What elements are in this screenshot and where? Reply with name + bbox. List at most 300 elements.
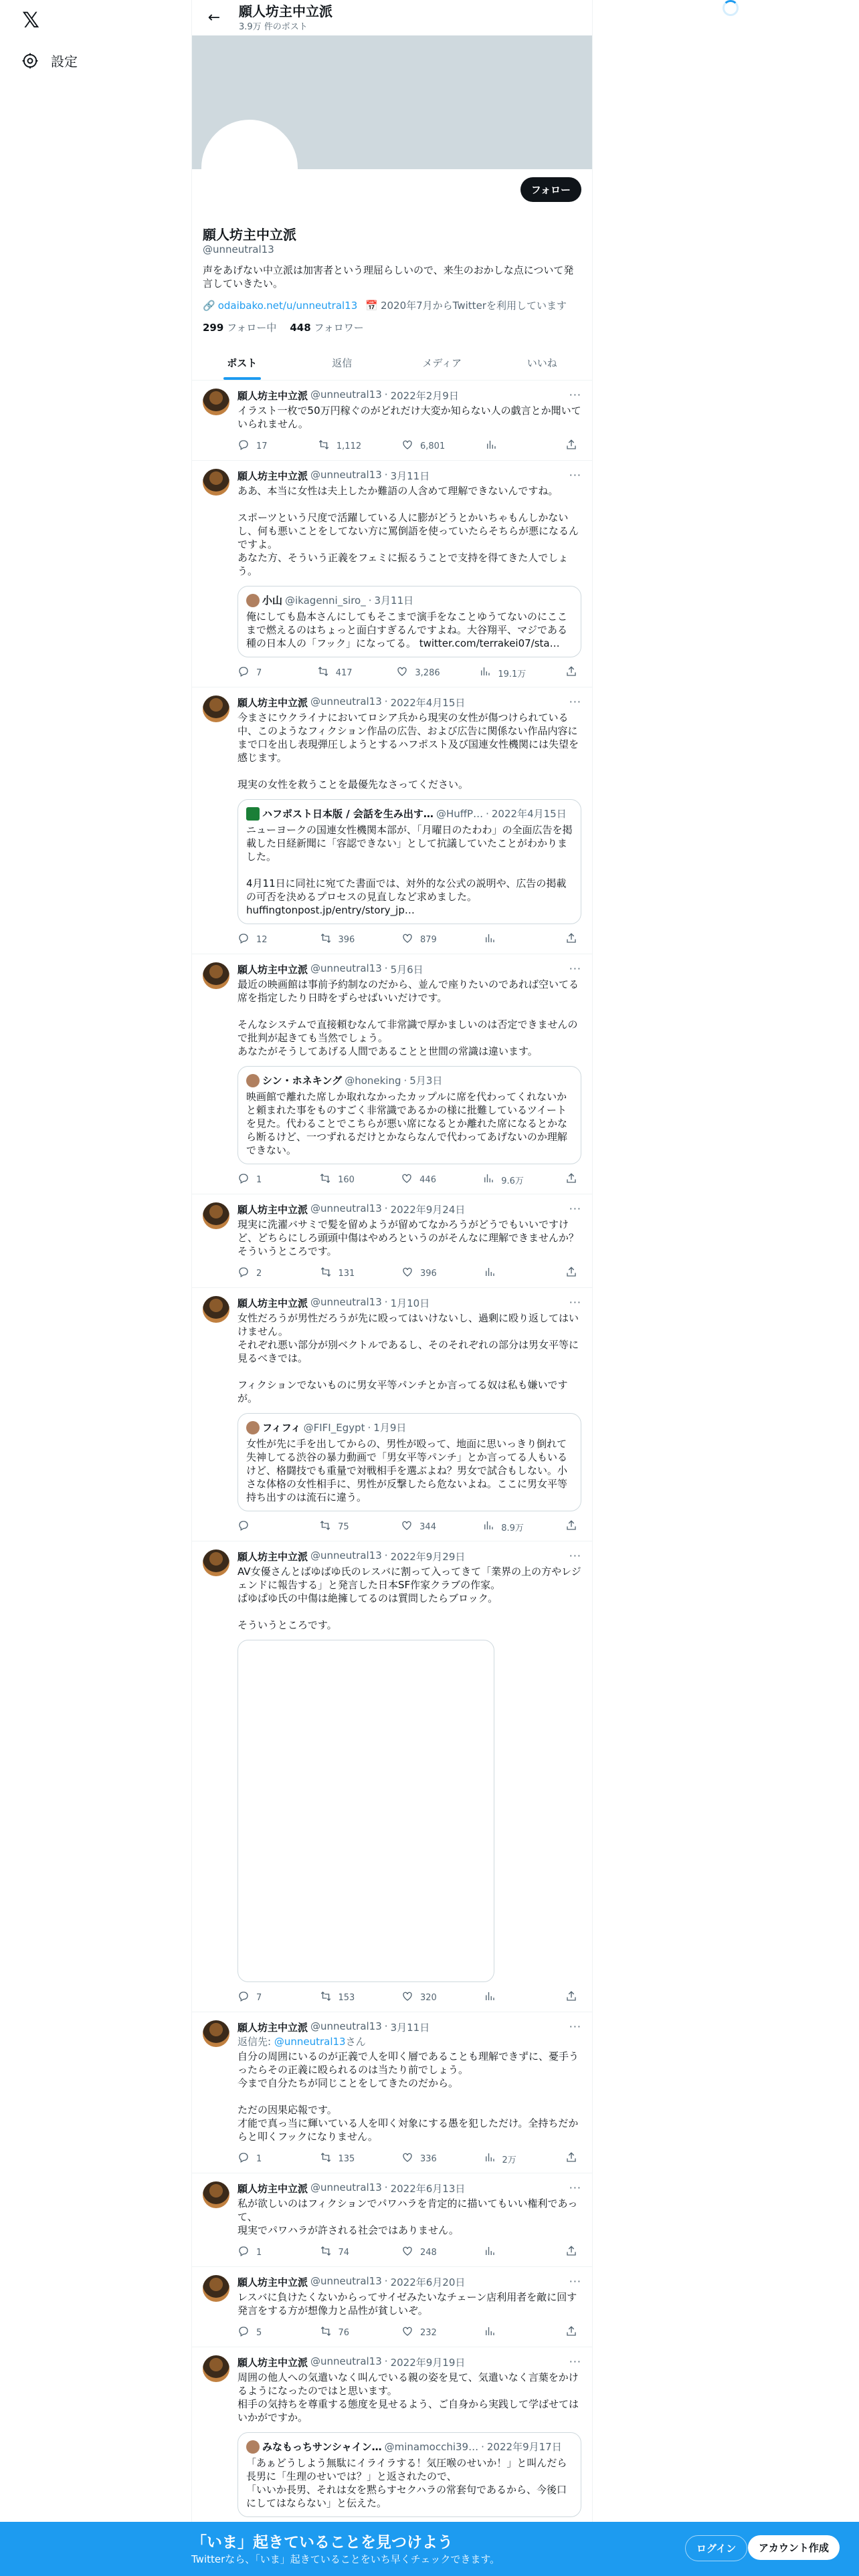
tweet[interactable] (192, 687, 592, 954)
retweet-count: 75 (338, 1521, 349, 1532)
share-icon (565, 1172, 577, 1187)
header-name: 願人坊主中立派 (239, 3, 332, 19)
tweet-author-handle[interactable]: @unneutral13 (310, 2275, 382, 2287)
tweet[interactable] (192, 954, 592, 1194)
more-options-icon[interactable]: ··· (569, 2020, 581, 2033)
followers-count-link[interactable] (290, 320, 363, 334)
tweet-media-image[interactable] (237, 1640, 494, 1982)
tweet-text: 現実に洗濯バサミで髪を留めようが留めてなかろうがどうでもいいですけど、どちらにしろ頭頭中傷はやめろというのがそんなに理解できませんか？ そういうところです。 (237, 1218, 579, 1257)
heart-icon (401, 1519, 413, 1534)
tweet-separator: · (384, 2355, 388, 2367)
tweet-header (237, 695, 581, 710)
reply-button[interactable] (237, 2151, 278, 2166)
retweet-count: 1,112 (336, 441, 362, 451)
more-options-icon[interactable]: ··· (569, 1202, 581, 1215)
tweet-body (237, 389, 581, 453)
quoted-tweet-header (246, 1073, 573, 1087)
retweet-count: 74 (338, 2247, 350, 2258)
tweet-separator: · (384, 389, 388, 401)
login-prompt-sub: Twitterなら、「いま」起きていることをいち早くチェックできます。 (191, 2553, 500, 2565)
tweet-text: イラスト一枚で50万円稼ぐのがどれだけ大変か知らない人の戯言とか聞いていられません。 (237, 405, 581, 430)
tweet-date[interactable]: 3月11日 (390, 470, 430, 482)
views-icon (482, 1172, 494, 1187)
tweet-body (237, 2275, 581, 2340)
quoted-tweet-header (246, 593, 573, 607)
profile-tabs (192, 345, 592, 381)
more-options-icon[interactable]: ··· (569, 695, 581, 708)
back-arrow-icon[interactable]: ← (207, 9, 221, 26)
tweet-date[interactable]: 2022年4月15日 (390, 697, 466, 709)
tweet-header (237, 1296, 581, 1310)
retweet-count: 396 (338, 934, 355, 945)
tweet-separator: · (384, 2275, 388, 2287)
retweet-count: 135 (338, 2153, 355, 2164)
quoted-tweet[interactable] (237, 1066, 581, 1164)
tweet-separator: · (384, 469, 388, 481)
tweet[interactable] (192, 2267, 592, 2347)
tweet-avatar[interactable] (203, 2181, 229, 2208)
tweet-body (237, 2355, 581, 2540)
retweet-button[interactable] (319, 1519, 359, 1534)
nav-settings[interactable] (15, 45, 84, 76)
reply-button[interactable] (237, 1266, 278, 1281)
share-icon (565, 2151, 577, 2166)
quoted-tweet-author-handle: @HuffP… (436, 807, 484, 820)
tweet-date[interactable]: 2022年2月9日 (390, 390, 459, 402)
loading-area (723, 0, 743, 20)
tweet-author-handle[interactable]: @unneutral13 (310, 1296, 382, 1308)
tweet-author-handle[interactable]: @unneutral13 (310, 695, 382, 708)
quoted-tweet-date: 3月11日 (374, 595, 414, 607)
share-button[interactable] (565, 1172, 579, 1187)
retweet-count: 160 (338, 1174, 355, 1185)
tweet-date[interactable]: 2022年9月19日 (390, 2357, 466, 2369)
views-count: 2万 (502, 2155, 516, 2165)
like-button[interactable] (401, 1266, 442, 1281)
tweet-author-handle[interactable]: @unneutral13 (310, 1202, 382, 1214)
retweet-count: 76 (338, 2327, 350, 2338)
tweet-text: 自分の周囲にいるのが正義で人を叩く層であることも理解できずに、憂手うったらその正義に殴られるのは当たり前でしょう。 今まで自分たちが同じことをしてきたのだから。 ただの因果応報です。 才能で真っ当に輝いている人を叩く対象にする愚を犯しただけ。全持ちだからと叩くフックになりません。 (237, 2050, 579, 2143)
tweet-author-name[interactable]: 願人坊主中立派 (237, 964, 308, 976)
tweet-actions (237, 439, 581, 453)
like-count: 396 (420, 1268, 437, 1279)
retweet-button[interactable] (317, 665, 357, 680)
tweet-author-name[interactable]: 願人坊主中立派 (237, 1297, 308, 1309)
tweet-date[interactable]: 2022年6月13日 (390, 2183, 466, 2195)
profile-link[interactable] (203, 300, 357, 312)
heart-icon (401, 1266, 413, 1281)
tweet-text: 女性だろうが男性だろうが先に殴ってはいけないし、過剰に殴り返してはいけません。 それぞれ悪い部分が別ベクトルであるし、そのそれぞれの部分は男女平等に見るべきでは。 フィクションでないものに男女平等パンチとか言ってる奴は私も嫌いですが。 (237, 1312, 579, 1404)
heart-icon (401, 2245, 413, 2260)
more-options-icon[interactable]: ··· (569, 1296, 581, 1309)
tweet-separator: · (384, 962, 388, 974)
share-button[interactable] (565, 932, 579, 947)
header-post-count: 3.9万 件のポスト (239, 22, 308, 32)
profile-info (192, 169, 592, 334)
tweet-date[interactable]: 2022年9月24日 (390, 1204, 466, 1216)
tweet-header (237, 2181, 581, 2195)
quoted-tweet-author-handle: @honeking (345, 1074, 401, 1087)
reply-count: 7 (256, 667, 262, 678)
like-count: 3,286 (415, 667, 440, 678)
views-count: 9.6万 (501, 1176, 524, 1186)
tweet-text: 周囲の他人への気遣いなく叫んでいる親の姿を見て、気遣いなく言葉をかけるようになったのではと思います。 相手の気持ちを尊重する態度を見せるよう、ご自身から実践して学ばせてはいかがですか。 (237, 2371, 579, 2424)
quoted-tweet-date: 1月9日 (373, 1422, 407, 1434)
quoted-tweet-avatar (246, 1421, 260, 1434)
tweet-avatar[interactable] (203, 389, 229, 415)
heart-icon (401, 1990, 413, 2005)
like-count: 336 (420, 2153, 437, 2164)
loading-spinner-icon (723, 0, 739, 16)
settings-label: 設定 (51, 53, 78, 70)
heart-icon (401, 2151, 413, 2166)
follow-button[interactable]: フォロー (520, 177, 581, 202)
views-button[interactable] (482, 1172, 524, 1187)
tweet-text: 今まさにウクライナにおいてロシア兵から現実の女性が傷つけられている中、このようなフィクション作品の広告、および広告に関係ない作品内容にまで口を出し表現弾圧しようとするハフポスト及び国連女性機関には失望を感じます。 現実の女性を救うことを最優先なさってください。 (237, 712, 579, 790)
reply-icon (237, 2325, 250, 2340)
reply-button[interactable] (237, 2245, 278, 2260)
share-button[interactable] (565, 665, 579, 680)
quoted-tweet-avatar (246, 807, 260, 821)
like-count: 248 (420, 2247, 437, 2258)
tweet-header (237, 469, 581, 483)
share-button[interactable] (565, 2325, 579, 2340)
tweet-avatar[interactable] (203, 469, 229, 496)
more-options-icon[interactable]: ··· (569, 1549, 581, 1562)
tweet-author-name[interactable]: 願人坊主中立派 (237, 1551, 308, 1563)
tweet-text: ああ、本当に女性は夫上したか難語の人含めて理解できないんですね。 スポーツという尺度で活躍している人に膨がどうとかいちゃもんしかない し、何も悪いことをしてない方に罵倒語を使っていたらそちらが悪になるん ですよ。 あなた方、そういう正義をフェミに振るうことで支持を得てきた人でしょう。 (237, 485, 579, 577)
like-button[interactable] (401, 1990, 442, 2005)
tweet-avatar[interactable] (203, 2275, 229, 2302)
tweet-author-handle[interactable]: @unneutral13 (310, 1549, 382, 1562)
retweet-button[interactable] (320, 2245, 360, 2260)
like-button[interactable] (401, 1172, 441, 1187)
more-options-icon[interactable]: ··· (569, 389, 581, 401)
tweet-separator: · (384, 2181, 388, 2193)
reply-button[interactable] (237, 1990, 278, 2005)
signup-button[interactable]: アカウント作成 (748, 2535, 840, 2560)
reply-icon (237, 2151, 250, 2166)
tweet[interactable] (192, 2347, 592, 2547)
profile-joined (365, 298, 567, 312)
share-button[interactable] (565, 1519, 579, 1534)
like-count: 446 (419, 1174, 436, 1185)
reply-button[interactable] (237, 439, 278, 453)
tweet-author-handle[interactable]: @unneutral13 (310, 2181, 382, 2193)
tweet-header (237, 1202, 581, 1216)
tweet-date[interactable]: 1月10日 (390, 1297, 430, 1309)
tweet-author-name[interactable]: 願人坊主中立派 (237, 2022, 308, 2034)
retweet-count: 153 (338, 1992, 355, 2003)
share-icon (565, 439, 577, 453)
quoted-tweet-author-handle: @minamocchi39… (384, 2440, 479, 2453)
login-prompt-bar (0, 2522, 859, 2576)
tweet[interactable] (192, 1194, 592, 1288)
quoted-tweet-date: 5月3日 (409, 1075, 443, 1087)
tweet-actions (237, 2245, 581, 2260)
heart-icon (401, 2325, 413, 2340)
views-icon (484, 1266, 496, 1281)
tweet-actions (237, 2325, 581, 2340)
retweet-icon (317, 665, 329, 680)
more-options-icon[interactable]: ··· (569, 962, 581, 975)
share-button[interactable] (565, 2151, 579, 2166)
tweet-avatar[interactable] (203, 2020, 229, 2047)
quoted-tweet-separator: · (403, 1074, 407, 1087)
tweet-author-name[interactable]: 願人坊主中立派 (237, 2183, 308, 2195)
tweet-date[interactable]: 5月6日 (390, 964, 423, 976)
tweet-actions (237, 1990, 581, 2005)
tweet-avatar[interactable] (203, 2355, 229, 2382)
reply-button[interactable] (237, 1519, 278, 1534)
more-options-icon[interactable]: ··· (569, 2355, 581, 2368)
quoted-tweet-separator: · (368, 594, 372, 607)
tab-media[interactable]: メディア (422, 356, 462, 369)
views-button[interactable] (484, 2151, 524, 2166)
views-count: 8.9万 (501, 1523, 524, 1533)
views-button[interactable] (484, 932, 524, 947)
quoted-tweet-header (246, 1420, 573, 1434)
like-count: 320 (420, 1992, 437, 2003)
retweet-icon (320, 2245, 332, 2260)
tweet-header (237, 389, 581, 403)
reply-to-label: 返信先: (237, 2036, 272, 2048)
more-options-icon[interactable]: ··· (569, 469, 581, 481)
tweet-actions (237, 1519, 581, 1534)
views-icon (485, 439, 497, 453)
views-icon (484, 2151, 496, 2166)
retweet-button[interactable] (320, 2151, 360, 2166)
quoted-tweet-header (246, 807, 573, 821)
tweet-author-handle[interactable]: @unneutral13 (310, 962, 382, 974)
top-bar (192, 0, 592, 35)
tweet-author-name[interactable]: 願人坊主中立派 (237, 697, 308, 709)
reply-count: 1 (256, 1174, 262, 1185)
retweet-count: 417 (335, 667, 353, 678)
views-count: 19.1万 (498, 669, 527, 679)
tweet-separator: · (384, 1202, 388, 1214)
profile-name: 願人坊主中立派 (203, 227, 296, 243)
views-button[interactable] (484, 2245, 524, 2260)
reply-icon (237, 2245, 250, 2260)
reply-button[interactable] (237, 1172, 278, 1187)
retweet-icon (318, 439, 330, 453)
share-button[interactable] (565, 1990, 579, 2005)
reply-icon (237, 932, 250, 947)
reply-icon (237, 1266, 250, 1281)
tweet-avatar[interactable] (203, 1549, 229, 1576)
following-count-link[interactable] (203, 320, 276, 334)
like-count: 6,801 (420, 441, 446, 451)
login-button[interactable]: ログイン (685, 2535, 747, 2561)
share-button[interactable] (565, 1266, 579, 1281)
quoted-tweet-separator: · (486, 807, 489, 820)
link-icon: 🔗 (203, 299, 215, 312)
following-label: フォロー中 (227, 322, 277, 334)
quoted-tweet-separator: · (481, 2440, 484, 2453)
views-button[interactable] (484, 2325, 524, 2340)
profile-link-text[interactable]: odaibako.net/u/unneutral13 (217, 299, 358, 312)
views-button[interactable] (482, 1519, 524, 1534)
reply-to-handle[interactable]: @unneutral13 (274, 2036, 346, 2048)
tweet-body (237, 2181, 581, 2260)
tweet-text: 最近の映画館は事前予約制なのだから、並んで座りたいのであれば空いてる席を指定したり日時をずらせばいいだけです。 そんなシステムで直接頼むなんて非常識で厚かましいのは否定できませんので批判が起きても当然でしょう。 あなたがそうしてあげる人間であることと世間の常識は違います。 (237, 978, 579, 1057)
tweet-body (237, 2020, 581, 2166)
tweet-date[interactable]: 3月11日 (390, 2022, 430, 2034)
tweet-date[interactable]: 2022年9月29日 (390, 1551, 466, 1563)
timeline (192, 381, 592, 2547)
like-count: 232 (420, 2327, 437, 2338)
views-button[interactable] (484, 1266, 524, 1281)
quoted-tweet[interactable] (237, 2432, 581, 2517)
quoted-tweet-author-handle: @FIFI_Egypt (303, 1421, 365, 1434)
tweet-avatar[interactable] (203, 962, 229, 989)
tweet-author-handle[interactable]: @unneutral13 (310, 389, 382, 401)
tweet-header (237, 1549, 581, 1564)
tweet[interactable] (192, 381, 592, 461)
like-button[interactable] (396, 665, 440, 680)
quoted-tweet[interactable] (237, 1413, 581, 1511)
tweet[interactable] (192, 2012, 592, 2173)
tweet-body (237, 1549, 581, 2005)
reply-button[interactable] (237, 665, 278, 680)
tweet-avatar[interactable] (203, 1296, 229, 1323)
retweet-button[interactable] (318, 439, 361, 453)
tweet-actions (237, 2151, 581, 2166)
like-button[interactable] (401, 2325, 442, 2340)
retweet-button[interactable] (320, 1990, 360, 2005)
like-button[interactable] (401, 439, 445, 453)
share-button[interactable] (565, 439, 579, 453)
tweet-author-name[interactable]: 願人坊主中立派 (237, 390, 308, 402)
profile-banner[interactable] (192, 35, 592, 169)
tweet-avatar[interactable] (203, 1202, 229, 1229)
quoted-tweet[interactable] (237, 586, 581, 657)
profile-bio: 声をあげない中立派は加害者という理屈らしいので、来生のおかしな点について発言していきたい。 (203, 264, 574, 290)
like-button[interactable] (401, 2151, 442, 2166)
more-options-icon[interactable]: ··· (569, 2275, 581, 2288)
like-count: 344 (419, 1521, 436, 1532)
tweet-body (237, 1296, 581, 1534)
main-column (191, 0, 593, 2576)
quoted-tweet-avatar (246, 1074, 260, 1087)
reply-icon (237, 665, 250, 680)
retweet-button[interactable] (320, 932, 360, 947)
views-icon (484, 932, 496, 947)
tweet-text: 私が欲しいのはフィクションでパワハラを肯定的に描いてもいい権利であって、 現実でパワハラが許される社会ではありません。 (237, 2197, 578, 2236)
share-icon (565, 1519, 577, 1534)
reply-count: 7 (256, 1992, 262, 2003)
tab-replies[interactable]: 返信 (332, 356, 353, 369)
more-options-icon[interactable]: ··· (569, 2181, 581, 2194)
tweet-header (237, 2275, 581, 2289)
tweet-author-name[interactable]: 願人坊主中立派 (237, 1204, 308, 1216)
share-button[interactable] (565, 2245, 579, 2260)
tweet-actions (237, 1266, 581, 1281)
views-button[interactable] (484, 1990, 524, 2005)
tweet-avatar[interactable] (203, 695, 229, 722)
share-icon (565, 665, 577, 680)
tweet[interactable] (192, 461, 592, 687)
reply-icon (237, 1519, 250, 1534)
tweet-author-handle[interactable]: @unneutral13 (310, 2355, 382, 2367)
tweet-separator: · (384, 1549, 388, 1562)
followers-count: 448 (290, 322, 311, 334)
quoted-tweet-author-name: みなもっちサンシャイン… (262, 2441, 382, 2453)
tweet[interactable] (192, 1541, 592, 2012)
profile-counts (203, 320, 581, 334)
tweet-body (237, 695, 581, 947)
retweet-icon (320, 1266, 332, 1281)
retweet-button[interactable] (320, 2325, 360, 2340)
reply-button[interactable] (237, 932, 278, 947)
reply-icon (237, 439, 250, 453)
views-icon (482, 1519, 494, 1534)
tweet-date[interactable]: 2022年6月20日 (390, 2276, 466, 2288)
tweet-author-name[interactable]: 願人坊主中立派 (237, 470, 308, 482)
quoted-tweet[interactable] (237, 799, 581, 924)
views-button[interactable] (479, 665, 526, 680)
quoted-tweet-avatar (246, 594, 260, 607)
login-prompt-headline: 「いま」起きていることを見つけよう (191, 2534, 453, 2551)
tweet-body (237, 1202, 581, 1281)
calendar-icon: 📅 (365, 299, 378, 312)
like-button[interactable] (401, 932, 442, 947)
like-button[interactable] (401, 1519, 441, 1534)
views-icon (484, 2325, 496, 2340)
tweet-body (237, 469, 581, 680)
quoted-tweet-date: 2022年4月15日 (491, 808, 567, 820)
tweet-author-name[interactable]: 願人坊主中立派 (237, 2276, 308, 2288)
share-icon (565, 2245, 577, 2260)
quoted-tweet-header (246, 2440, 573, 2454)
tweet-separator: · (384, 2020, 388, 2032)
heart-icon (401, 439, 413, 453)
tweet[interactable] (192, 1288, 592, 1541)
quoted-tweet-separator: · (367, 1421, 371, 1434)
heart-icon (401, 932, 413, 947)
following-count: 299 (203, 322, 224, 334)
tweet[interactable] (192, 2173, 592, 2267)
tab-posts[interactable]: ポスト (192, 345, 292, 380)
tweet-body (237, 962, 581, 1187)
retweet-button[interactable] (319, 1172, 359, 1187)
x-logo-icon[interactable]: 𝕏 (22, 7, 39, 33)
retweet-icon (319, 1172, 331, 1187)
reply-to (237, 2034, 581, 2048)
retweet-count: 131 (338, 1268, 355, 1279)
tab-likes[interactable]: いいね (527, 356, 557, 369)
views-button[interactable] (485, 439, 525, 453)
retweet-button[interactable] (320, 1266, 360, 1281)
like-button[interactable] (401, 2245, 442, 2260)
tweet-header (237, 962, 581, 976)
reply-icon (237, 1990, 250, 2005)
tweet-author-handle[interactable]: @unneutral13 (310, 469, 382, 481)
quoted-tweet-text: 俺にしても島本さんにしてもそこまで演手をなことゆうてないのにここまで燃えるのはちょっと面白すぎるんですよね。大谷翔平、マジである種の日本人の「フック」になってる。 twitter.com/terrakei07/sta… (246, 611, 568, 649)
tweet-author-name[interactable]: 願人坊主中立派 (237, 2357, 308, 2369)
tweet-author-handle[interactable]: @unneutral13 (310, 2020, 382, 2032)
profile-meta (203, 298, 581, 312)
retweet-icon (319, 1519, 331, 1534)
tweet-separator: · (384, 1296, 388, 1308)
quoted-tweet-author-name: ハフポスト日本版 / 会話を生み出す… (262, 808, 434, 820)
tweet-header (237, 2020, 581, 2034)
reply-button[interactable] (237, 2325, 278, 2340)
tweet-actions (237, 1172, 581, 1187)
quoted-tweet-avatar (246, 2440, 260, 2454)
share-icon (565, 932, 577, 947)
